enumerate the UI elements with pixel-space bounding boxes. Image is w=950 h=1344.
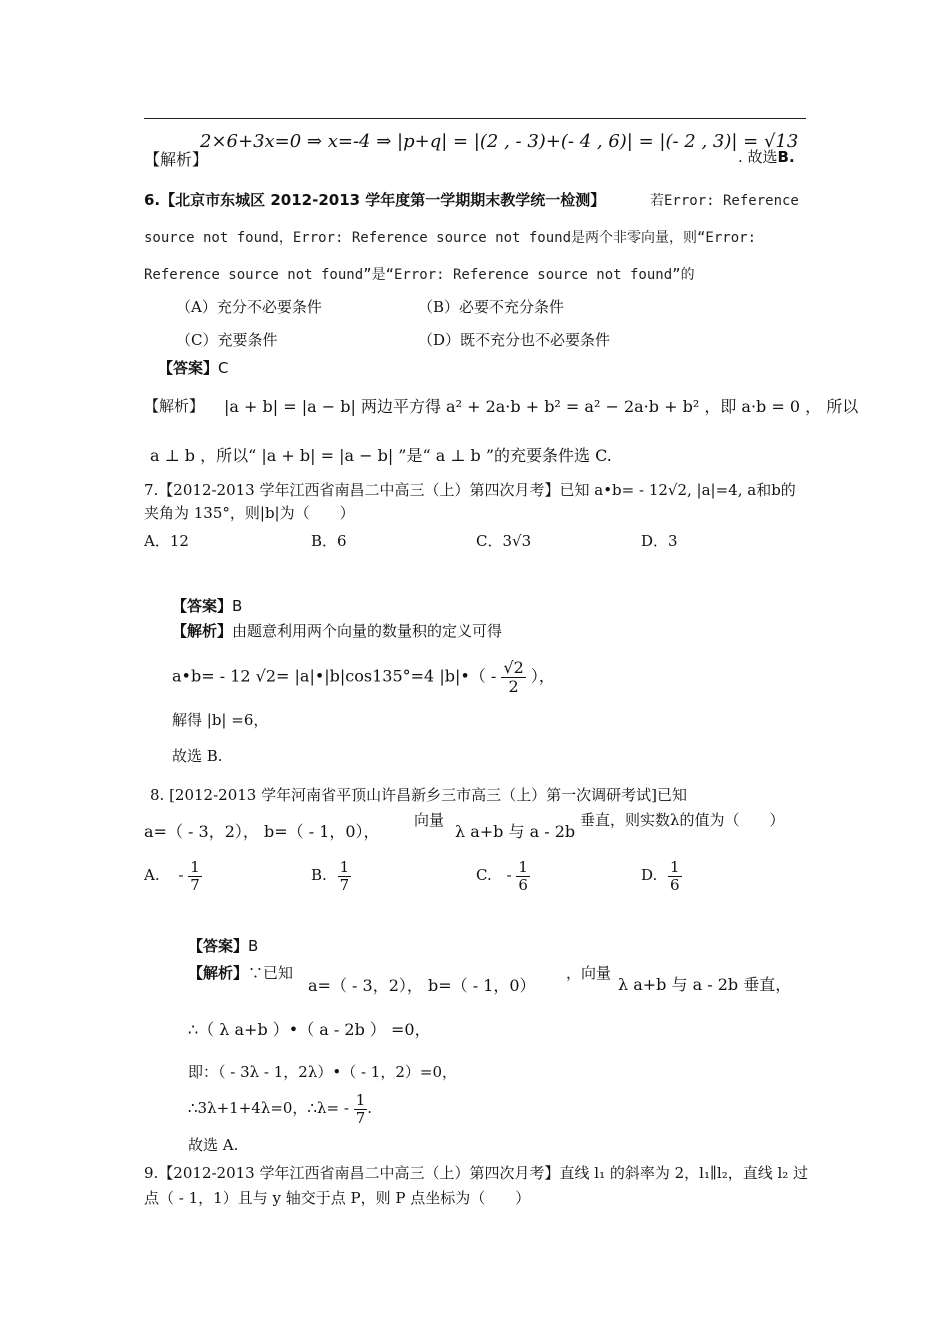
q8-line2-tail: 垂直，则实数λ的值为（ ） — [580, 811, 785, 829]
q8-analysis-expr: λ a+b 与 a - 2b 垂直， — [618, 975, 792, 994]
q7-choose: 故选 B. — [172, 747, 223, 765]
q8-step1: ∴（ λ a+b ）•（ a - 2b ） =0， — [188, 1020, 431, 1039]
q9-line2: 点（ - 1，1）且与 y 轴交于点 P，则 P 点坐标为（ ） — [144, 1189, 531, 1207]
q8-choose: 故选 A. — [188, 1136, 239, 1154]
q7-solve: 解得 |b| =6， — [172, 711, 269, 729]
q6-line3: Reference source not found”是“Error: Reference source not found”的 — [144, 267, 695, 283]
q6-option-c: （C）充要条件 — [176, 331, 278, 349]
q8-analysis-label: 【解析】∵已知 — [188, 964, 294, 982]
q8-analysis-vector-word: ，向量 — [566, 964, 612, 982]
q9-line1: 9.【2012-2013 学年江西省南昌二中高三（上）第四次月考】直线 l₁ 的斜率为 2，l₁∥l₂，直线 l₂ 过 — [144, 1164, 809, 1182]
q6-analysis-label: 【解析】 — [144, 397, 205, 415]
q8-line1: 8. [2012-2013 学年河南省平顶山许昌新乡三市高三（上）第一次调研考试]已知 — [150, 786, 687, 804]
q8-option-c: C. - $\frac{1}{6}$ — [476, 858, 528, 894]
q6-answer: 【答案】C — [158, 359, 229, 377]
q8-step2: 即：（ - 3λ - 1，2λ）•（ - 1，2）=0， — [188, 1063, 458, 1081]
q7-line1: 7.【2012-2013 学年江西省南昌二中高三（上）第四次月考】已知 a•b= - 12√2, |a|=4, a和b的 — [144, 481, 796, 499]
q8-line2-expr: λ a+b 与 a - 2b — [455, 822, 576, 841]
q8-line2-vector-word: 向量 — [414, 811, 445, 829]
q7-analysis: 【解析】由题意利用两个向量的数量积的定义可得 — [172, 622, 503, 640]
top-analysis-tail: . 故选B. — [738, 148, 795, 166]
q6-line1-end: 若Error: Reference — [650, 193, 799, 209]
q8-analysis-vectors: a=（ - 3，2）， b=（ - 1，0） — [308, 976, 536, 995]
q8-option-b: B. $\frac{1}{7}$ — [311, 858, 350, 894]
top-analysis-formula: 2×6+3x=0 ⇒ x=-4 ⇒ |p+q| = |(2 , - 3)+(- 4 , 6)| = |(- 2 , 3)| = √13 — [200, 131, 799, 152]
top-analysis-label: 【解析】 — [144, 150, 209, 169]
q6-option-b: （B）必要不充分条件 — [418, 298, 565, 316]
q7-formula: a•b= - 12 √2= |a|•|b|cos135°=4 |b|•（ - $\frac{√2}{2}$ ）， — [172, 658, 555, 696]
q7-fraction: $\frac{√2}{2}$ — [503, 658, 524, 696]
q7-answer: 【答案】B — [172, 597, 243, 615]
q7-option-a: A．12 — [144, 532, 189, 550]
q7-option-d: D．3 — [641, 532, 678, 550]
q8-option-d: D. $\frac{1}{6}$ — [641, 858, 680, 894]
q6-option-a: （A）充分不必要条件 — [176, 298, 322, 316]
header-rule — [144, 118, 806, 119]
q7-option-b: B．6 — [311, 532, 347, 550]
q6-heading: 6.【北京市东城区 2012-2013 学年度第一学期期末教学统一检测】 — [144, 191, 606, 209]
q6-analysis-line2: a ⊥ b ，所以“ |a + b| = |a − b| ”是“ a ⊥ b ”的充要条件选 C. — [150, 446, 612, 465]
q7-option-c: C．3√3 — [476, 532, 532, 550]
q6-analysis-line1: |a + b| = |a − b| 两边平方得 a² + 2a·b + b² = a² − 2a·b + b² ，即 a·b = 0 ， 所以 — [224, 397, 859, 416]
q7-line2: 夹角为 135°，则|b|为（ ） — [144, 504, 355, 522]
q8-line2-vectors: a=（ - 3，2）， b=（ - 1，0）， — [144, 822, 380, 841]
q6-line2: source not found，Error: Reference source not found是两个非零向量，则“Error: — [144, 230, 757, 246]
q8-step3: ∴3λ+1+4λ=0，∴λ= - $\frac{1}{7}$ . — [188, 1091, 373, 1127]
q8-answer: 【答案】B — [188, 937, 259, 955]
q8-option-a: A. - $\frac{1}{7}$ — [144, 858, 200, 894]
q6-option-d: （D）既不充分也不必要条件 — [418, 331, 611, 349]
